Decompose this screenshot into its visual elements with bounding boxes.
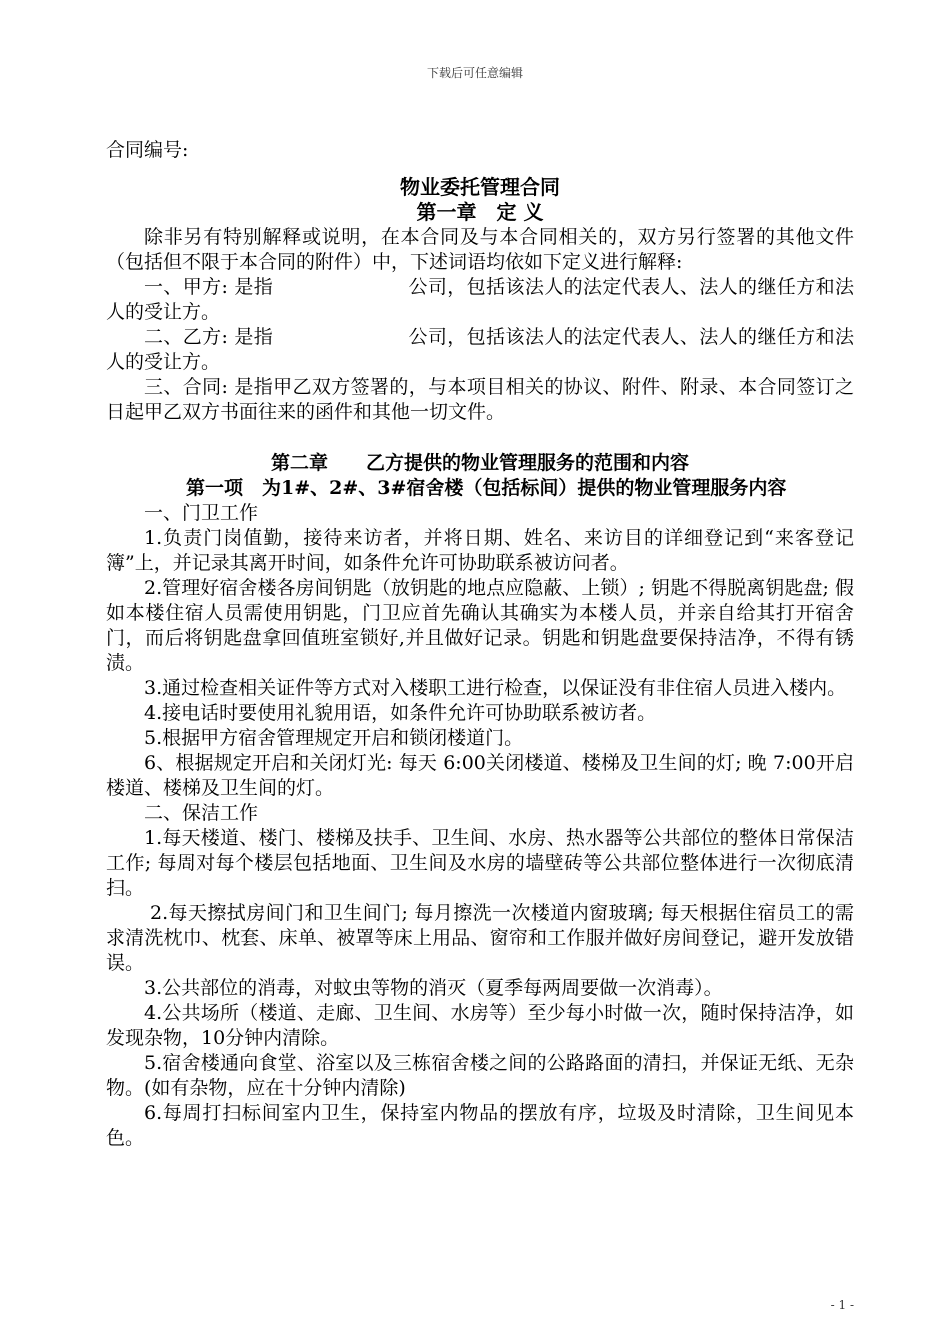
document-body bbox=[106, 138, 854, 1151]
document-title: 物业委托管理合同 bbox=[400, 175, 560, 199]
chapter-1-intro: 除非另有特别解释或说明，在本合同及与本合同相关的，双方另行签署的其他文件（包括但不限于本合同的附件）中，下述词语均依如下定义进行解释: bbox=[106, 226, 854, 273]
chapter-1-heading: 第一章 定 义 bbox=[416, 200, 544, 224]
definition-party-b-text: 公司，包括该法人的法定代表人、法人的继任方和法人的受让方。 bbox=[106, 326, 854, 373]
cleaning-item: 5.宿舍楼通向食堂、浴室以及三栋宿舍楼之间的公路路面的清扫，并保证无纸、无杂物。(如有杂物，应在十分钟内清除) bbox=[106, 1052, 854, 1099]
section-gatekeeping-title: 一、门卫工作 bbox=[144, 502, 259, 524]
definition-party-a-text: 公司，包括该法人的法定代表人、法人的继任方和法人的受让方。 bbox=[106, 276, 854, 323]
gatekeeping-item: 3.通过检查相关证件等方式对入楼职工进行检查，以保证没有非住宿人员进入楼内。 bbox=[144, 677, 847, 699]
gatekeeping-item: 4.接电话时要使用礼貌用语，如条件允许可协助联系被访者。 bbox=[144, 702, 657, 724]
page-header: 下载后可任意编辑 bbox=[426, 66, 523, 80]
gatekeeping-item: 5.根据甲方宿舍管理规定开启和锁闭楼道门。 bbox=[144, 727, 524, 749]
gatekeeping-item: 2.管理好宿舍楼各房间钥匙（放钥匙的地点应隐蔽、上锁）; 钥匙不得脱离钥匙盘; 假如本楼住宿人员需使用钥匙，门卫应首先确认其确实为本楼人员，并亲自给其打开宿舍门，而后将钥匙盘拿回值班室锁好,并且做好记录。钥匙和钥匙盘要保持洁净，不得有锈渍。 bbox=[106, 577, 854, 674]
definition-party-b-label: 二、乙方: 是指 bbox=[144, 326, 274, 348]
gatekeeping-item: 1.负责门岗值勤，接待来访者，并将日期、姓名、来访目的详细登记到“来客登记簿”上，并记录其离开时间，如条件允许可协助联系被访问者。 bbox=[106, 527, 854, 574]
chapter-2-heading: 第二章 乙方提供的物业管理服务的范围和内容 bbox=[270, 452, 689, 474]
definition-party-a bbox=[106, 275, 854, 325]
gatekeeping-item: 6、根据规定开启和关闭灯光: 每天 6:00关闭楼道、楼梯及卫生间的灯; 晚 7:00开启楼道、楼梯及卫生间的灯。 bbox=[106, 752, 854, 799]
cleaning-item: 1.每天楼道、楼门、楼梯及扶手、卫生间、水房、热水器等公共部位的整体日常保洁工作; 每周对每个楼层包括地面、卫生间及水房的墙壁砖等公共部位整体进行一次彻底清扫。 bbox=[106, 827, 854, 899]
cleaning-item: 6.每周打扫标间室内卫生，保持室内物品的摆放有序，垃圾及时清除，卫生间见本色。 bbox=[106, 1102, 854, 1149]
definition-party-b bbox=[106, 325, 854, 375]
cleaning-item: 4.公共场所（楼道、走廊、卫生间、水房等）至少每小时做一次，随时保持洁净，如发现杂物，10分钟内清除。 bbox=[106, 1002, 854, 1049]
cleaning-item: 3.公共部位的消毒，对蚊虫等物的消灭（夏季每两周要做一次消毒）。 bbox=[144, 977, 723, 999]
page-number: - 1 - bbox=[830, 1298, 854, 1312]
contract-number-label: 合同编号: bbox=[106, 139, 189, 161]
item-1-heading: 第一项 为1#、2#、3#宿舍楼（包括标间）提供的物业管理服务内容 bbox=[186, 477, 787, 499]
definition-contract: 三、合同: 是指甲乙双方签署的，与本项目相关的协议、附件、附录、本合同签订之日起甲乙双方书面往来的函件和其他一切文件。 bbox=[106, 376, 854, 423]
definition-party-a-label: 一、甲方: 是指 bbox=[144, 276, 274, 298]
section-cleaning-title: 二、保洁工作 bbox=[144, 802, 259, 824]
cleaning-item: 2.每天擦拭房间门和卫生间门; 每月擦洗一次楼道内窗玻璃; 每天根据住宿员工的需求清洗枕巾、枕套、床单、被罩等床上用品、窗帘和工作服并做好房间登记，避开发放错误。 bbox=[106, 902, 854, 974]
